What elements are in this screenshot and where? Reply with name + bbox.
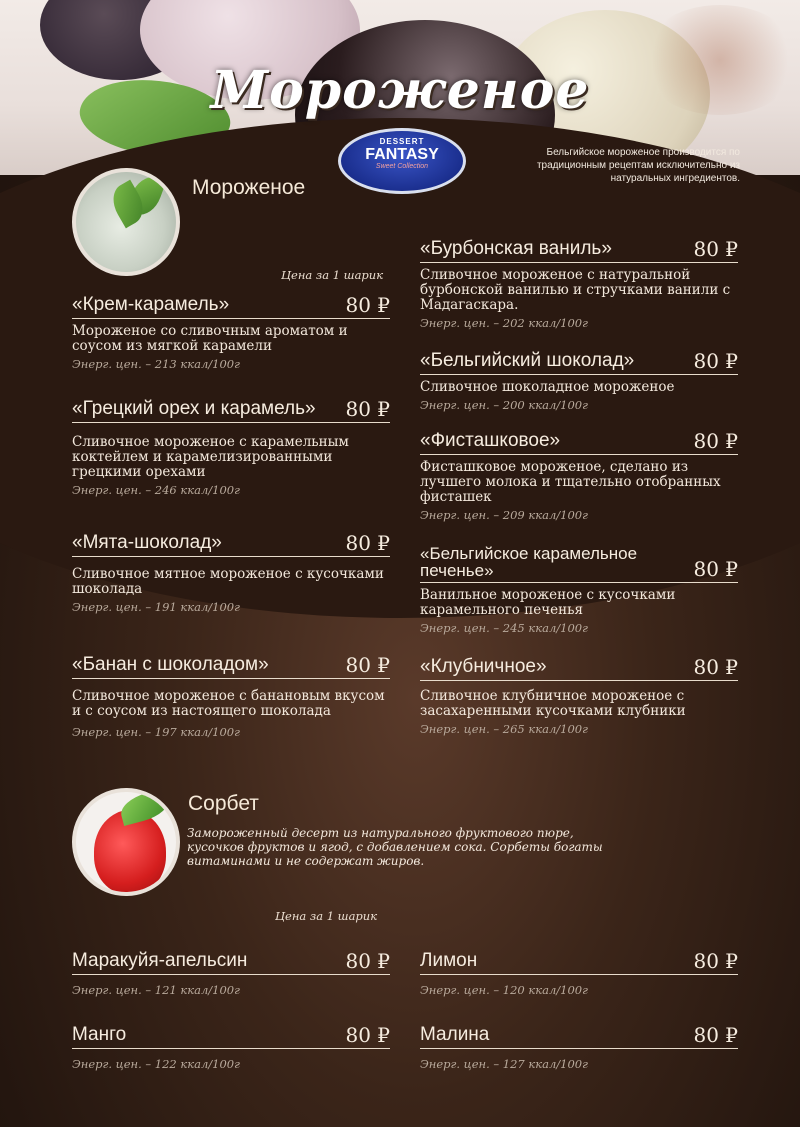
sorbet-photo: [72, 788, 180, 896]
price-note: Цена за 1 шарик: [275, 909, 378, 923]
item-energy: Энерг. цен. – 245 ккал/100г: [420, 621, 588, 635]
menu-item-header: [72, 944, 390, 975]
item-energy: Энерг. цен. – 202 ккал/100г: [420, 316, 588, 330]
item-name: «Бельгийский шоколад»: [420, 350, 635, 371]
menu-item: [72, 652, 390, 739]
menu-item: [72, 944, 390, 997]
item-description: Фисташковое мороженое, сделано из лучшего молока и тщательно отобранных фисташек: [420, 459, 721, 505]
item-energy: Энерг. цен. – 200 ккал/100г: [420, 398, 588, 412]
item-name: «Бурбонская ваниль»: [420, 238, 612, 259]
item-price: 80 ₽: [693, 237, 738, 261]
item-energy: Энерг. цен. – 209 ккал/100г: [420, 508, 588, 522]
menu-item-header: [72, 1018, 390, 1049]
item-energy: Энерг. цен. – 197 ккал/100г: [72, 725, 240, 739]
item-energy: Энерг. цен. – 213 ккал/100г: [72, 357, 240, 371]
section-title-sorbet: Сорбет: [188, 792, 259, 815]
item-price: 80 ₽: [693, 557, 738, 581]
item-price: 80 ₽: [693, 655, 738, 679]
menu-item-header: [72, 530, 390, 557]
page-title: Мороженое: [210, 60, 590, 121]
menu-item-header: [72, 396, 390, 423]
item-description: Сливочное мороженое с банановым вкусом и с соусом из настоящего шоколада: [72, 688, 385, 719]
item-energy: Энерг. цен. – 122 ккал/100г: [72, 1057, 240, 1071]
menu-item: [420, 348, 738, 412]
item-price: 80 ₽: [345, 653, 390, 677]
ice-cream-photo: [72, 168, 180, 276]
item-description: Мороженое со сливочным ароматом и соусом из мягкой карамели: [72, 323, 348, 354]
menu-item: [72, 1018, 390, 1071]
item-price: 80 ₽: [345, 949, 390, 973]
logo-main-text: FANTASY: [365, 146, 439, 163]
menu-item: [420, 654, 738, 736]
menu-item: [420, 428, 738, 522]
item-name: Манго: [72, 1024, 127, 1045]
item-name: «Мята-шоколад»: [72, 532, 222, 553]
item-description: Сливочное мороженое с натуральной бурбонской ванилью и стручками ванили с Мадагаскара.: [420, 267, 731, 313]
item-price: 80 ₽: [345, 1023, 390, 1047]
menu-item-header: [420, 944, 738, 975]
item-energy: Энерг. цен. – 121 ккал/100г: [72, 983, 240, 997]
item-price: 80 ₽: [693, 349, 738, 373]
item-price: 80 ₽: [345, 531, 390, 555]
menu-item: [72, 396, 390, 497]
item-name: Маракуйя-апельсин: [72, 950, 248, 971]
item-name: «Крем-карамель»: [72, 294, 230, 315]
item-name: Малина: [420, 1024, 490, 1045]
logo-top-text: DESSERT: [379, 137, 425, 146]
item-name: «Клубничное»: [420, 656, 547, 677]
menu-item-header: [72, 292, 390, 319]
item-name: «Бельгийское карамельное печенье»: [420, 544, 638, 580]
item-description: Сливочное мороженое с карамельным коктейлем и карамелизированными грецкими орехами: [72, 434, 349, 480]
menu-item-header: [420, 428, 738, 455]
item-description: Сливочное мятное мороженое с кусочками шоколада: [72, 566, 384, 597]
sorbet-description: Замороженный десерт из натурального фруктового пюре, кусочков фруктов и ягод, с добавлением сока. Сорбеты богаты витаминами и не содержат жиров.: [187, 826, 603, 868]
item-name: Лимон: [420, 950, 478, 971]
item-price: 80 ₽: [693, 429, 738, 453]
item-energy: Энерг. цен. – 191 ккал/100г: [72, 600, 240, 614]
menu-item-header: [420, 236, 738, 263]
menu-item: [420, 542, 738, 635]
menu-item: [72, 292, 390, 371]
item-price: 80 ₽: [345, 293, 390, 317]
item-name: «Грецкий орех и карамель»: [72, 398, 316, 419]
item-energy: Энерг. цен. – 120 ккал/100г: [420, 983, 588, 997]
price-note: Цена за 1 шарик: [281, 268, 384, 282]
menu-item-header: [420, 654, 738, 681]
brand-logo: [338, 128, 466, 194]
intro-text: Бельгийское мороженое производится по традиционным рецептам исключительно из натуральных ингредиентов.: [536, 147, 740, 184]
menu-item: [420, 236, 738, 330]
item-price: 80 ₽: [693, 949, 738, 973]
item-energy: Энерг. цен. – 127 ккал/100г: [420, 1057, 588, 1071]
section-title-icecream: Мороженое: [192, 176, 306, 199]
item-name: «Банан с шоколадом»: [72, 654, 269, 675]
menu-item: [420, 1018, 738, 1071]
item-description: Ванильное мороженое с кусочками карамельного печенья: [420, 587, 676, 618]
menu-item-header: [72, 652, 390, 679]
item-name: «Фисташковое»: [420, 430, 561, 451]
item-description: Сливочное клубничное мороженое с засахаренными кусочками клубники: [420, 688, 686, 719]
item-price: 80 ₽: [345, 397, 390, 421]
item-description: Сливочное шоколадное мороженое: [420, 379, 675, 395]
menu-item-header: [420, 348, 738, 375]
logo-sub-text: Sweet Collection: [375, 163, 429, 170]
item-energy: Энерг. цен. – 246 ккал/100г: [72, 483, 240, 497]
menu-item: [420, 944, 738, 997]
item-energy: Энерг. цен. – 265 ккал/100г: [420, 722, 588, 736]
item-price: 80 ₽: [693, 1023, 738, 1047]
menu-item-header: [420, 542, 738, 583]
menu-item-header: [420, 1018, 738, 1049]
leaf-icon: [117, 788, 172, 826]
menu-item: [72, 530, 390, 614]
